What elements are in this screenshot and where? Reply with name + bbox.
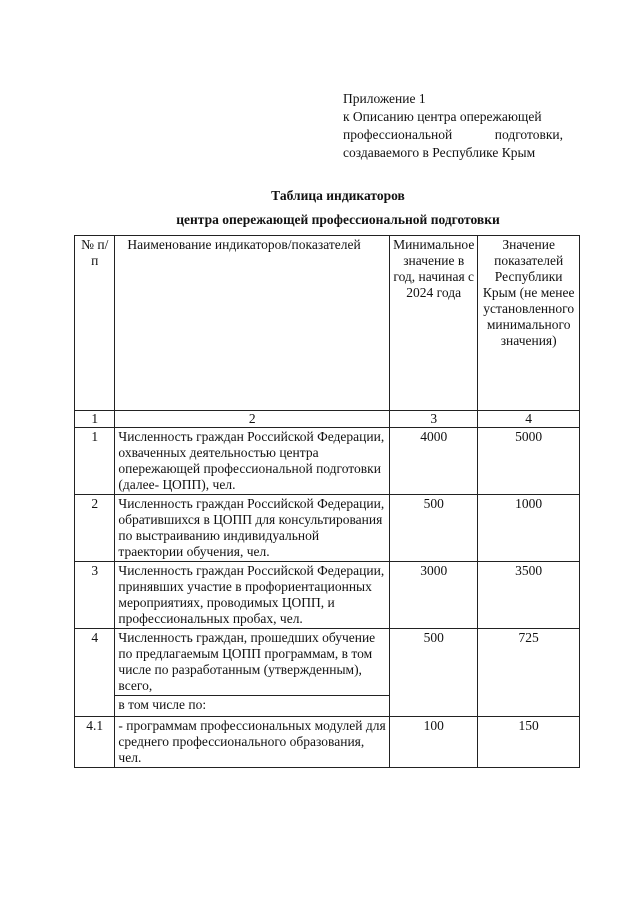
row-indicator: Численность граждан Российской Федерации, принявших участие в профориентационных мероприятиях, проводимых ЦОПП, и профессиональных пробах, чел. [115, 562, 390, 629]
row-minimum-value: 4000 [390, 428, 478, 495]
row-indicator: Численность граждан Российской Федерации, обратившихся в ЦОПП для консультирования по выстраиванию индивидуальной траектории обучения, чел. [115, 495, 390, 562]
empty-cell [75, 696, 115, 717]
table-title: Таблица индикаторов [271, 188, 405, 203]
appendix-line-3: профессиональной подготовки, [343, 127, 563, 142]
row-minimum-value: 500 [390, 495, 478, 562]
row-number: 4 [75, 629, 115, 696]
row-minimum-value: 3000 [390, 562, 478, 629]
appendix-line-2: к Описанию центра опережающей [343, 109, 542, 124]
appendix-header [343, 90, 563, 162]
column-number: 1 [75, 411, 115, 428]
row-crimea-value: 725 [478, 629, 580, 696]
row-crimea-value: 1000 [478, 495, 580, 562]
column-number: 3 [390, 411, 478, 428]
table-header-row [75, 236, 580, 411]
table-row [75, 495, 580, 562]
column-number-row [75, 411, 580, 428]
row-indicator: Численность граждан, прошедших обучение по предлагаемым ЦОПП программам, в том числе по разработанным (утвержденным), всего, [115, 629, 390, 696]
row-number: 2 [75, 495, 115, 562]
table-subtitle: центра опережающей профессиональной подготовки [176, 212, 500, 227]
row-crimea-value: 5000 [478, 428, 580, 495]
appendix-line-1: Приложение 1 [343, 91, 426, 106]
table-row [75, 428, 580, 495]
table-row [75, 717, 580, 768]
table-row [75, 629, 580, 696]
empty-cell [390, 696, 478, 717]
row-subheading: в том числе по: [115, 696, 390, 717]
indicators-table [74, 235, 580, 768]
header-minimum-value: Минимальное значение в год, начиная с 2024 года [390, 236, 478, 411]
row-number: 1 [75, 428, 115, 495]
column-number: 2 [115, 411, 390, 428]
column-number: 4 [478, 411, 580, 428]
table-subrow [75, 696, 580, 717]
row-minimum-value: 500 [390, 629, 478, 696]
header-crimea-value: Значение показателей Республики Крым (не менее установленного минимального значения) [478, 236, 580, 411]
table-row [75, 562, 580, 629]
row-number: 4.1 [75, 717, 115, 768]
row-crimea-value: 3500 [478, 562, 580, 629]
empty-cell [478, 696, 580, 717]
row-indicator: - программам профессиональных модулей для среднего профессионального образования, чел. [115, 717, 390, 768]
row-indicator: Численность граждан Российской Федерации, охваченных деятельностью центра опережающей профессиональной подготовки (далее- ЦОПП), чел. [115, 428, 390, 495]
row-number: 3 [75, 562, 115, 629]
header-indicator-name: Наименование индикаторов/показателей [115, 236, 390, 411]
row-crimea-value: 150 [478, 717, 580, 768]
appendix-line-4: создаваемого в Республике Крым [343, 145, 536, 160]
header-number: № п/п [75, 236, 115, 411]
row-minimum-value: 100 [390, 717, 478, 768]
